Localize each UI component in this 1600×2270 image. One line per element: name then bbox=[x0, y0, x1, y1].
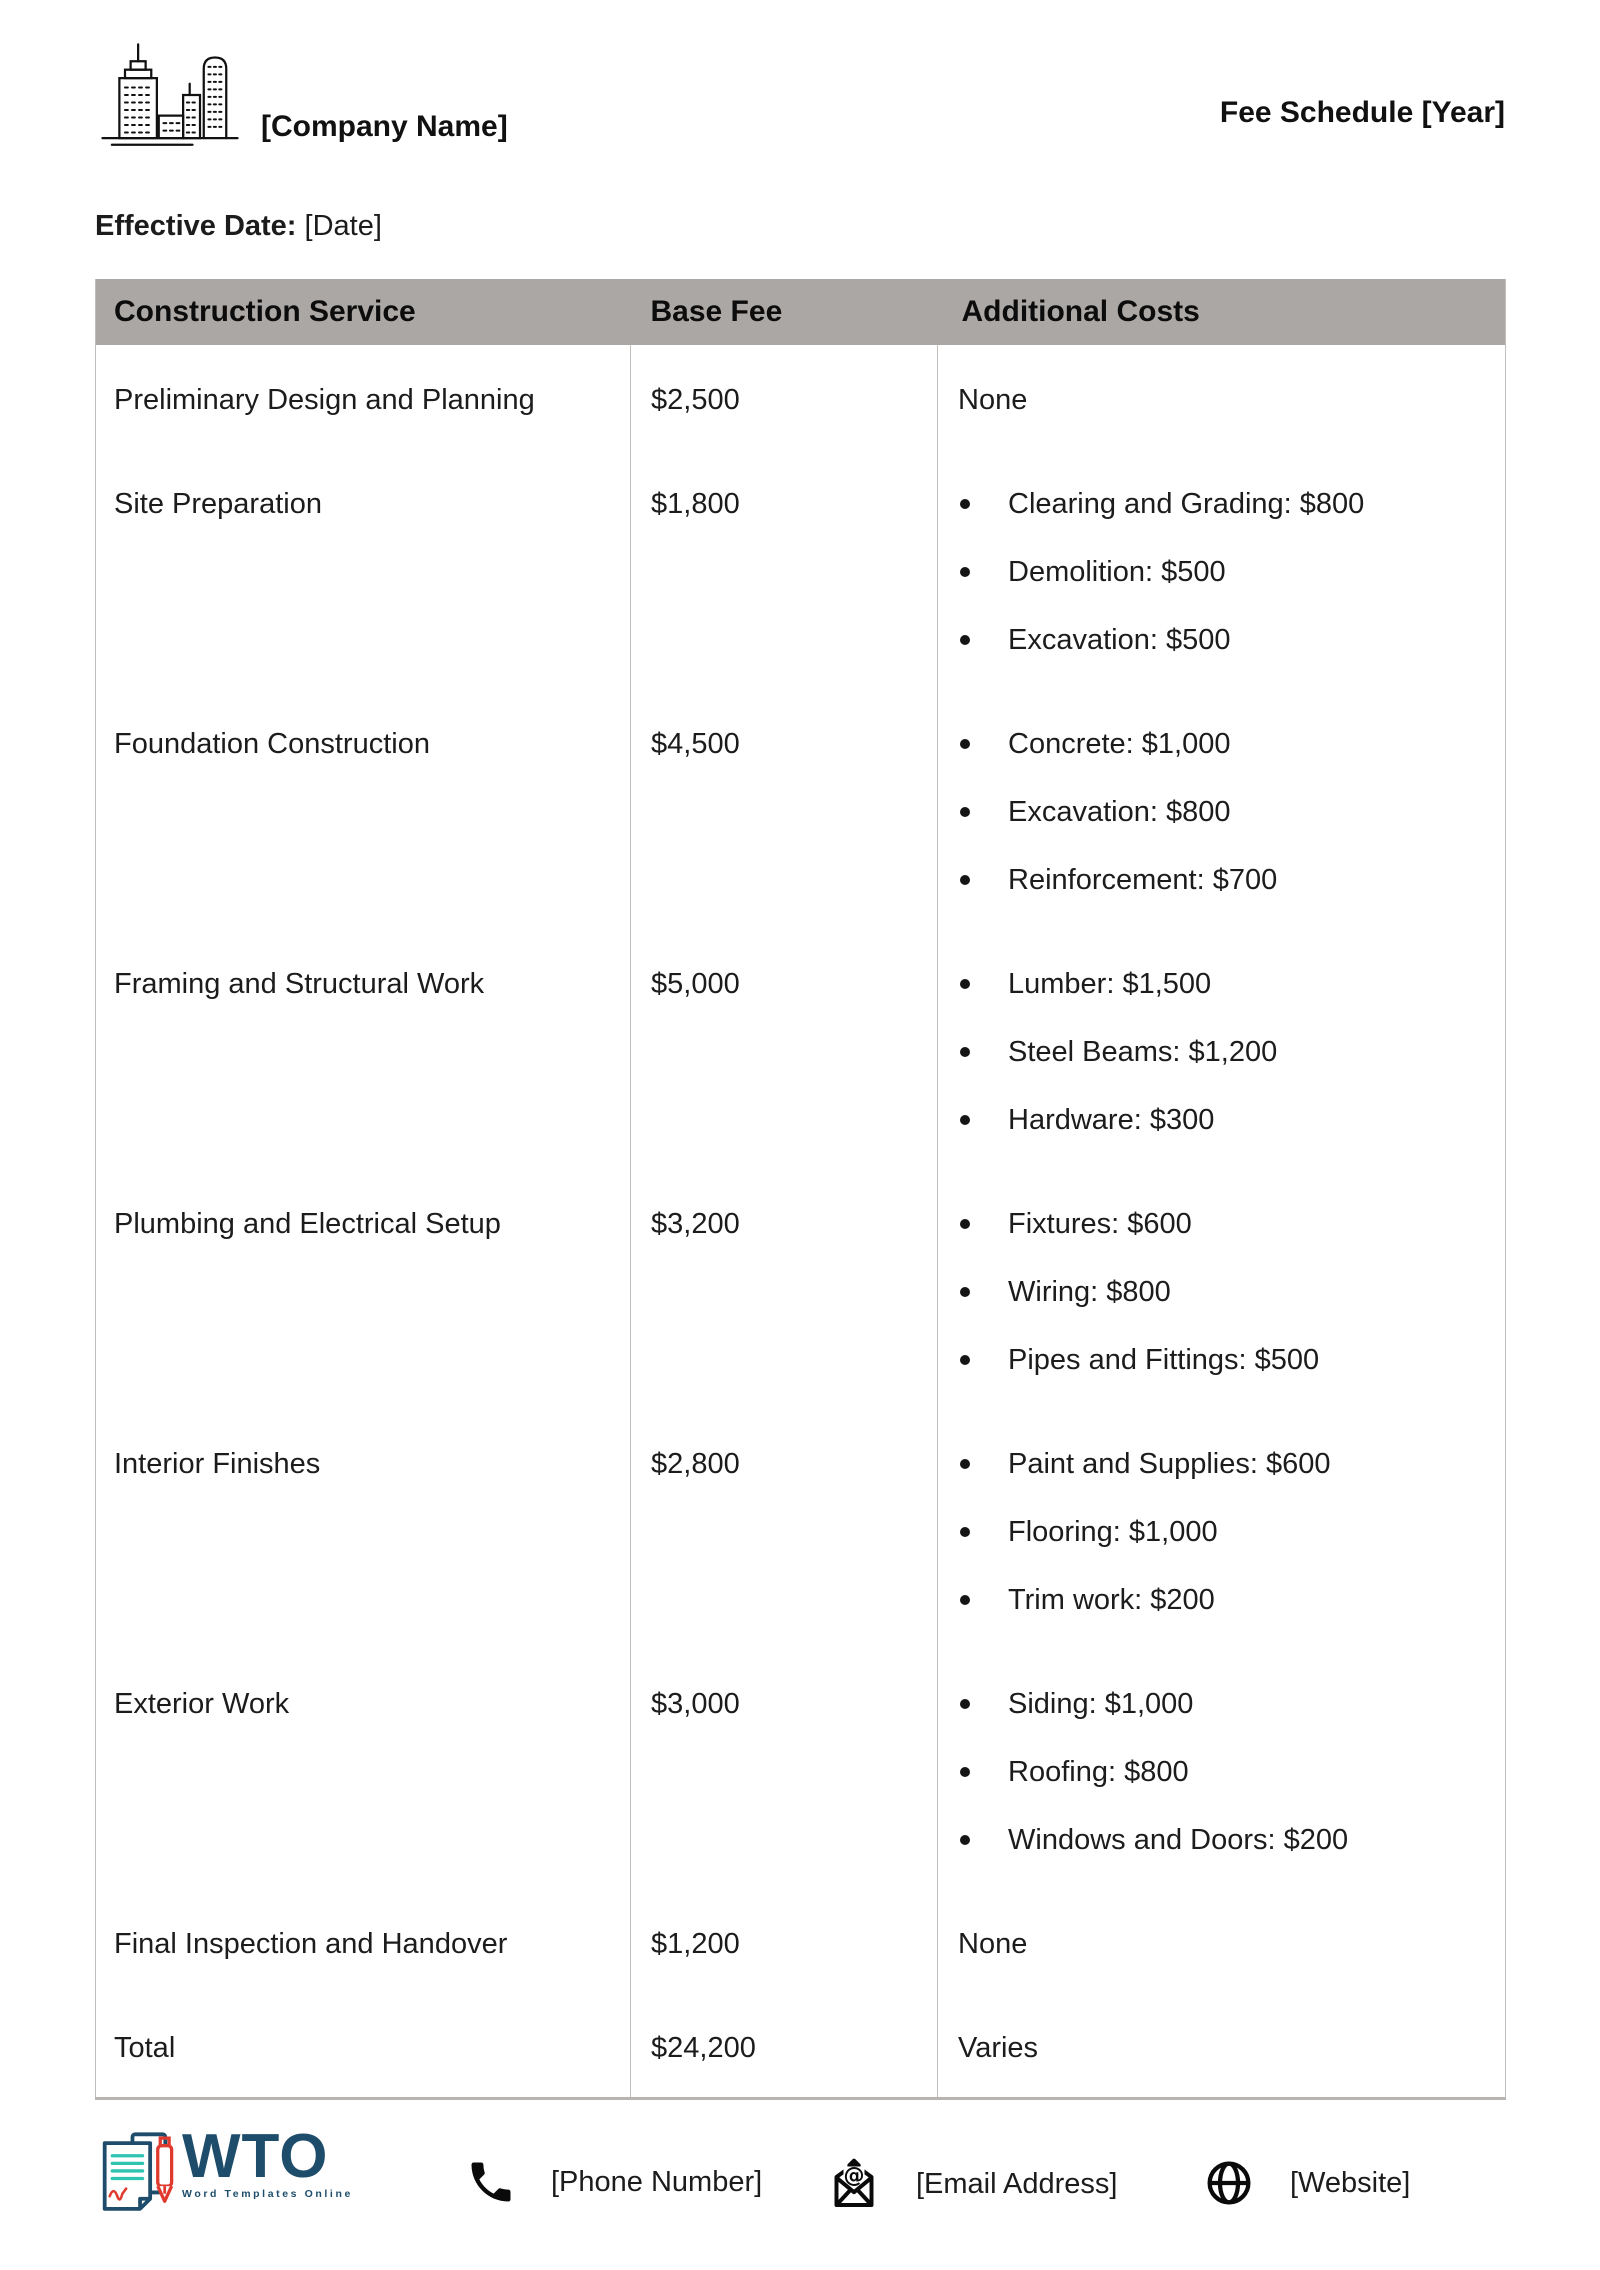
additional-cost-item: Fixtures: $600 bbox=[958, 1209, 1491, 1239]
fee-schedule-table bbox=[95, 279, 1506, 2100]
table-row bbox=[96, 1649, 1506, 1889]
footer-email bbox=[826, 2156, 1117, 2212]
footer-phone bbox=[465, 2156, 762, 2208]
base-fee-value: $2,500 bbox=[651, 384, 740, 416]
additional-cost-item: Flooring: $1,000 bbox=[958, 1517, 1491, 1547]
column-header-base-fee: Base Fee bbox=[631, 279, 938, 345]
additional-cost-item: Demolition: $500 bbox=[958, 557, 1491, 587]
city-buildings-icon bbox=[95, 38, 245, 152]
service-name: Interior Finishes bbox=[114, 1448, 321, 1480]
table-row bbox=[96, 1409, 1506, 1649]
table-row bbox=[96, 1169, 1506, 1409]
phone-icon bbox=[465, 2156, 517, 2208]
website-placeholder: [Website] bbox=[1290, 2166, 1411, 2199]
column-header-additional-costs: Additional Costs bbox=[938, 279, 1506, 345]
table-row bbox=[96, 449, 1506, 689]
email-icon bbox=[826, 2156, 882, 2212]
footer-website bbox=[1202, 2156, 1410, 2210]
base-fee-value: $1,800 bbox=[651, 488, 740, 520]
page-footer bbox=[0, 2118, 1600, 2268]
base-fee-value: $24,200 bbox=[651, 2032, 756, 2064]
service-name: Site Preparation bbox=[114, 488, 322, 520]
table-row bbox=[96, 689, 1506, 929]
additional-cost-item: Hardware: $300 bbox=[958, 1105, 1491, 1135]
additional-cost-item: Reinforcement: $700 bbox=[958, 865, 1491, 895]
service-name: Plumbing and Electrical Setup bbox=[114, 1208, 501, 1240]
effective-date-value: [Date] bbox=[304, 210, 382, 242]
document-title: Fee Schedule [Year] bbox=[1219, 96, 1505, 129]
service-name: Exterior Work bbox=[114, 1688, 290, 1720]
table-row bbox=[96, 1889, 1506, 1993]
additional-cost-item: Siding: $1,000 bbox=[958, 1689, 1491, 1719]
effective-date-line bbox=[95, 210, 1505, 243]
fee-table-body bbox=[96, 345, 1506, 2099]
service-name: Total bbox=[114, 2032, 176, 2064]
additional-cost-item: Excavation: $800 bbox=[958, 797, 1491, 827]
table-row bbox=[96, 1993, 1506, 2099]
service-name: Final Inspection and Handover bbox=[114, 1928, 508, 1960]
additional-cost-item: Pipes and Fittings: $500 bbox=[958, 1345, 1491, 1375]
additional-cost-item: Concrete: $1,000 bbox=[958, 729, 1491, 759]
page-header bbox=[0, 0, 1600, 152]
additional-cost-item: Excavation: $500 bbox=[958, 625, 1491, 655]
svg-text:@: @ bbox=[843, 2163, 865, 2188]
additional-costs-list bbox=[958, 1209, 1491, 1375]
base-fee-value: $4,500 bbox=[651, 728, 740, 760]
service-name: Foundation Construction bbox=[114, 728, 430, 760]
additional-cost-item: Roofing: $800 bbox=[958, 1757, 1491, 1787]
additional-cost-item: Steel Beams: $1,200 bbox=[958, 1037, 1491, 1067]
base-fee-value: $3,200 bbox=[651, 1208, 740, 1240]
phone-number-placeholder: [Phone Number] bbox=[551, 2165, 763, 2198]
base-fee-value: $1,200 bbox=[651, 1928, 740, 1960]
company-name: [Company Name] bbox=[261, 110, 508, 143]
wto-brand-logo bbox=[92, 2122, 353, 2229]
additional-costs-list bbox=[958, 1449, 1491, 1615]
column-header-construction-service: Construction Service bbox=[96, 279, 631, 345]
globe-icon bbox=[1202, 2156, 1256, 2210]
additional-cost-item: Paint and Supplies: $600 bbox=[958, 1449, 1491, 1479]
wto-wordmark bbox=[182, 2122, 353, 2200]
table-header-row bbox=[96, 279, 1506, 345]
service-name: Preliminary Design and Planning bbox=[114, 384, 535, 416]
email-address-placeholder: [Email Address] bbox=[916, 2167, 1118, 2200]
additional-costs-text: None bbox=[958, 384, 1028, 416]
additional-cost-item: Trim work: $200 bbox=[958, 1585, 1491, 1615]
base-fee-value: $3,000 bbox=[651, 1688, 740, 1720]
additional-costs-list bbox=[958, 489, 1491, 655]
base-fee-value: $5,000 bbox=[651, 968, 740, 1000]
wto-acronym: WTO bbox=[182, 2122, 329, 2191]
additional-costs-list bbox=[958, 1689, 1491, 1855]
wto-tagline: Word Templates Online bbox=[182, 2188, 353, 2200]
additional-cost-item: Wiring: $800 bbox=[958, 1277, 1491, 1307]
service-name: Framing and Structural Work bbox=[114, 968, 485, 1000]
additional-costs-list bbox=[958, 729, 1491, 895]
additional-cost-item: Clearing and Grading: $800 bbox=[958, 489, 1491, 519]
table-row bbox=[96, 929, 1506, 1169]
company-brand bbox=[95, 38, 508, 152]
effective-date-label: Effective Date: bbox=[95, 210, 297, 242]
additional-costs-list bbox=[958, 969, 1491, 1135]
additional-costs-text: Varies bbox=[958, 2032, 1039, 2064]
table-row bbox=[96, 345, 1506, 449]
additional-cost-item: Lumber: $1,500 bbox=[958, 969, 1491, 999]
base-fee-value: $2,800 bbox=[651, 1448, 740, 1480]
additional-cost-item: Windows and Doors: $200 bbox=[958, 1825, 1491, 1855]
documents-and-pen-icon bbox=[92, 2128, 178, 2229]
additional-costs-text: None bbox=[958, 1928, 1028, 1960]
